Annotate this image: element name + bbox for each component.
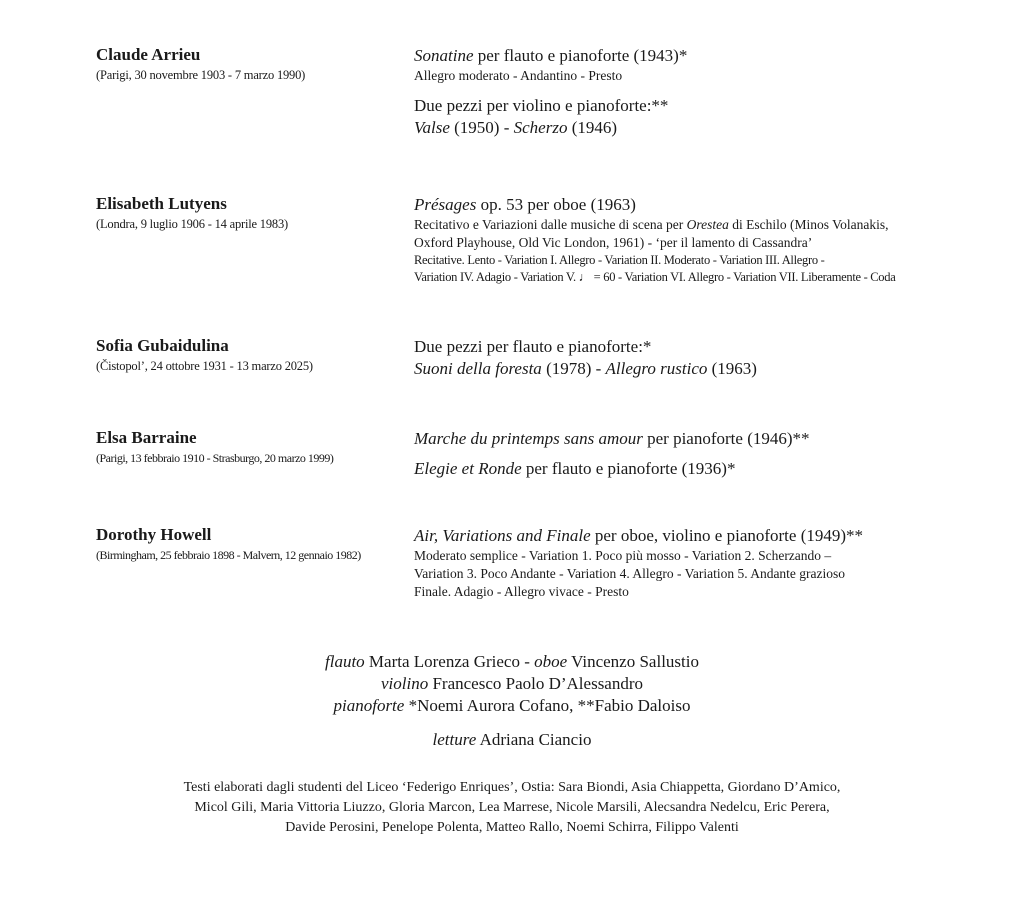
work-movements: Variation 3. Poco Andante - Variation 4. Allegro - Variation 5. Andante grazioso [414, 566, 846, 581]
work-title [414, 458, 974, 480]
performers-credits [0, 651, 1024, 751]
performer-name: Vincenzo Sallustio [567, 652, 699, 671]
composer-name: Sofia Gubaidulina [96, 336, 229, 355]
work-movements: Finale. Adagio - Allegro vivace - Presto [414, 584, 629, 599]
role-label: letture [432, 730, 477, 749]
composer-works [414, 428, 974, 480]
description-italic: Orestea [686, 217, 729, 232]
work-title-rest: per oboe, violino e pianoforte (1949)** [590, 526, 864, 545]
piece-title: Valse [414, 118, 450, 137]
composer-info [96, 336, 313, 374]
work-title [414, 525, 974, 547]
work-movements: Allegro moderato - Andantino - Presto [414, 68, 623, 83]
work-title-rest: per flauto e pianoforte (1943)* [473, 46, 688, 65]
composer-info [96, 428, 333, 466]
composer-dates: (Parigi, 13 febbraio 1910 - Strasburgo, 20 marzo 1999) [96, 451, 334, 465]
work-movements: Variation IV. Adagio - Variation V. ♩ = 60 - Variation VI. Allegro - Variation VII. Liberamente - Coda [414, 270, 896, 284]
composer-dates: (Birmingham, 25 febbraio 1898 - Malvern, 12 gennaio 1982) [96, 548, 361, 562]
composer-name: Claude Arrieu [96, 45, 201, 64]
students-line: Davide Perosini, Penelope Polenta, Matteo Rallo, Noemi Schirra, Filippo Valenti [285, 820, 739, 835]
performers-line [0, 673, 1024, 695]
students-credits [0, 778, 1024, 838]
work-title-italic: Présages [414, 195, 477, 214]
work-title-italic: Marche du printemps sans amour [414, 429, 643, 448]
performer-name: Marta Lorenza Grieco - [364, 652, 535, 671]
composer-info [96, 45, 305, 83]
reader-name: Adriana Ciancio [476, 730, 592, 749]
work-title [414, 45, 974, 67]
work-title-rest: per pianoforte (1946)** [642, 429, 810, 448]
piece-title: Scherzo [513, 118, 568, 137]
performer-name: Francesco Paolo D’Alessandro [428, 674, 644, 693]
composer-info [96, 194, 288, 232]
description-text: di Eschilo (Minos Volanakis, [728, 217, 889, 232]
composer-name: Dorothy Howell [96, 525, 212, 544]
instrument-label: violino [380, 674, 429, 693]
performers-line [0, 651, 1024, 673]
piece-title: Suoni della foresta [414, 359, 542, 378]
work-movements: Moderato semplice - Variation 1. Poco più mosso - Variation 2. Scherzando – [414, 548, 832, 563]
composer-dates: (Parigi, 30 novembre 1903 - 7 marzo 1990) [96, 68, 306, 82]
work-description [414, 216, 974, 234]
performers-line [0, 695, 1024, 717]
work-pieces [414, 358, 974, 380]
students-line: Micol Gili, Maria Vittoria Liuzzo, Gloria Marcon, Lea Marrese, Nicole Marsili, Alecsandra Nedelcu, Eric Perera, [194, 800, 830, 815]
instrument-label: pianoforte [333, 696, 405, 715]
piece-year: (1946) [567, 118, 618, 137]
composer-works [414, 194, 974, 286]
piece-title: Allegro rustico [605, 359, 708, 378]
piece-year: (1978) - [541, 359, 606, 378]
composer-works [414, 336, 974, 380]
instrument-label: oboe [534, 652, 568, 671]
description-text: Recitativo e Variazioni dalle musiche di scena per [414, 217, 687, 232]
work-title: Due pezzi per flauto e pianoforte:* [414, 337, 652, 356]
work-movements: Recitative. Lento - Variation I. Allegro - Variation II. Moderato - Variation III. Allegro - [414, 253, 825, 267]
composer-dates: (Čistopol’, 24 ottobre 1931 - 13 marzo 2025) [96, 359, 313, 373]
composer-works [414, 45, 974, 139]
work-title-rest: per flauto e pianoforte (1936)* [521, 459, 736, 478]
composer-info [96, 525, 361, 563]
composer-dates: (Londra, 9 luglio 1906 - 14 aprile 1983) [96, 217, 288, 231]
work-title-italic: Sonatine [414, 46, 474, 65]
performer-name: *Noemi Aurora Cofano, **Fabio Daloiso [404, 696, 691, 715]
work-description: Oxford Playhouse, Old Vic London, 1961) - ‘per il lamento di Cassandra’ [414, 235, 813, 250]
reader-line [0, 729, 1024, 751]
work-title [414, 194, 974, 216]
work-pieces [414, 117, 974, 139]
composer-name: Elisabeth Lutyens [96, 194, 227, 213]
piece-year: (1963) [707, 359, 757, 378]
work-title [414, 428, 974, 450]
piece-year: (1950) - [449, 118, 514, 137]
students-line: Testi elaborati dagli studenti del Liceo ‘Federigo Enriques’, Ostia: Sara Biondi, Asia Chiappetta, Giordano D’Amico, [183, 780, 841, 795]
instrument-label: flauto [325, 652, 365, 671]
work-title: Due pezzi per violino e pianoforte:** [414, 96, 669, 115]
work-title-rest: op. 53 per oboe (1963) [476, 195, 636, 214]
composer-name: Elsa Barraine [96, 428, 197, 447]
composer-works [414, 525, 974, 601]
work-title-italic: Elegie et Ronde [414, 459, 522, 478]
work-title-italic: Air, Variations and Finale [414, 526, 591, 545]
